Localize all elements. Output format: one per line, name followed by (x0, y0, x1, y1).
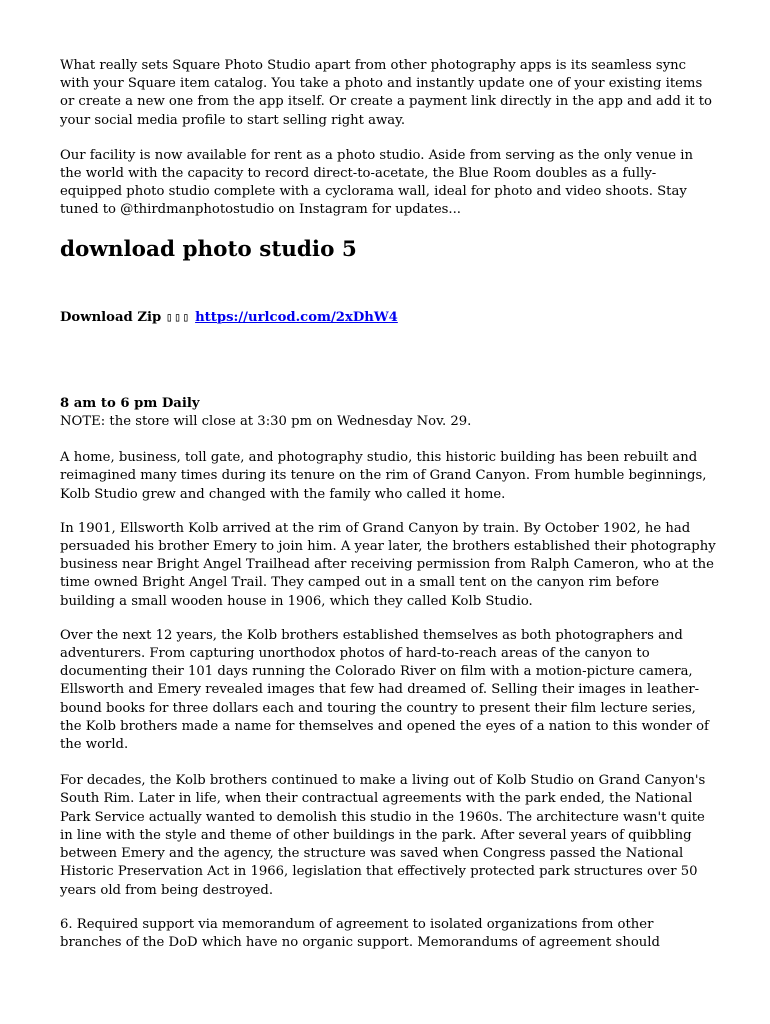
body-paragraph-memorandum: 6. Required support via memorandum of agreement to isolated organizations from other branches of the DoD which have no organic support. Memorandums of agreement should (60, 916, 660, 950)
download-line (60, 308, 716, 327)
download-label: Download Zip (60, 309, 162, 325)
body-paragraph-history: A home, business, toll gate, and photography studio, this historic building has been rebuilt and reimagined many times during its tenure on the rim of Grand Canyon. From humble beginnings, Kolb Studio grew and changed with the family who called it home. (60, 450, 707, 502)
body-paragraph-decades: For decades, the Kolb brothers continued to make a living out of Kolb Studio on Grand Canyon's South Rim. Later in life, when their contractual agreements with the park ended, the National Park Service actually wanted to demolish this studio in the 1960s. The architecture wasn't quite in line with the style and theme of other buildings in the park. After several years of quibbling between Emery and the agency, the structure was saved when Congress passed the National Historic Preservation Act in 1966, legislation that effectively protected park structures over 50 years old from being destroyed. (60, 773, 706, 898)
intro-paragraph-facility: Our facility is now available for rent as a photo studio. Aside from serving as the only venue in the world with the capacity to record direct-to-acetate, the Blue Room doubles as a fully-equipped photo studio complete with a cyclorama wall, ideal for photo and video shoots. Stay tuned to @thirdmanphotostudio on Instagram for updates... (60, 147, 693, 218)
page-heading: download photo studio 5 (60, 236, 357, 262)
hours-note: NOTE: the store will close at 3:30 pm on Wednesday Nov. 29. (60, 414, 472, 430)
body-paragraph-adventurers: Over the next 12 years, the Kolb brothers established themselves as both photographers and adventurers. From capturing unorthodox photos of hard-to-reach areas of the canyon to documenting their 101 days running the Colorado River on film with a motion-picture camera, Ellsworth and Emery revealed images that few had dreamed of. Selling their images in leather-bound books for three dollars each and touring the country to present their film lecture series, the Kolb brothers made a name for themselves and opened the eyes of a nation to this wonder of the world. (60, 627, 709, 753)
hours-title: 8 am to 6 pm Daily (60, 395, 200, 411)
intro-paragraph-square: What really sets Square Photo Studio apart from other photography apps is its seamless sync with your Square item catalog. You take a photo and instantly update one of your existing items or create a new one from the app itself. Or create a payment link directly in the app and add it to your social media profile to start selling right away. (60, 58, 712, 128)
document-page (60, 57, 716, 952)
placeholder-glyphs: ▯▯▯ (165, 309, 191, 324)
download-link[interactable]: https://urlcod.com/2xDhW4 (195, 309, 398, 325)
body-paragraph-1901: In 1901, Ellsworth Kolb arrived at the rim of Grand Canyon by train. By October 1902, he had persuaded his brother Emery to join him. A year later, the brothers established their photography business near Bright Angel Trailhead after receiving permission from Ralph Cameron, who at the time owned Bright Angel Trail. They camped out in a small tent on the canyon rim before building a small wooden house in 1906, which they called Kolb Studio. (60, 520, 716, 609)
